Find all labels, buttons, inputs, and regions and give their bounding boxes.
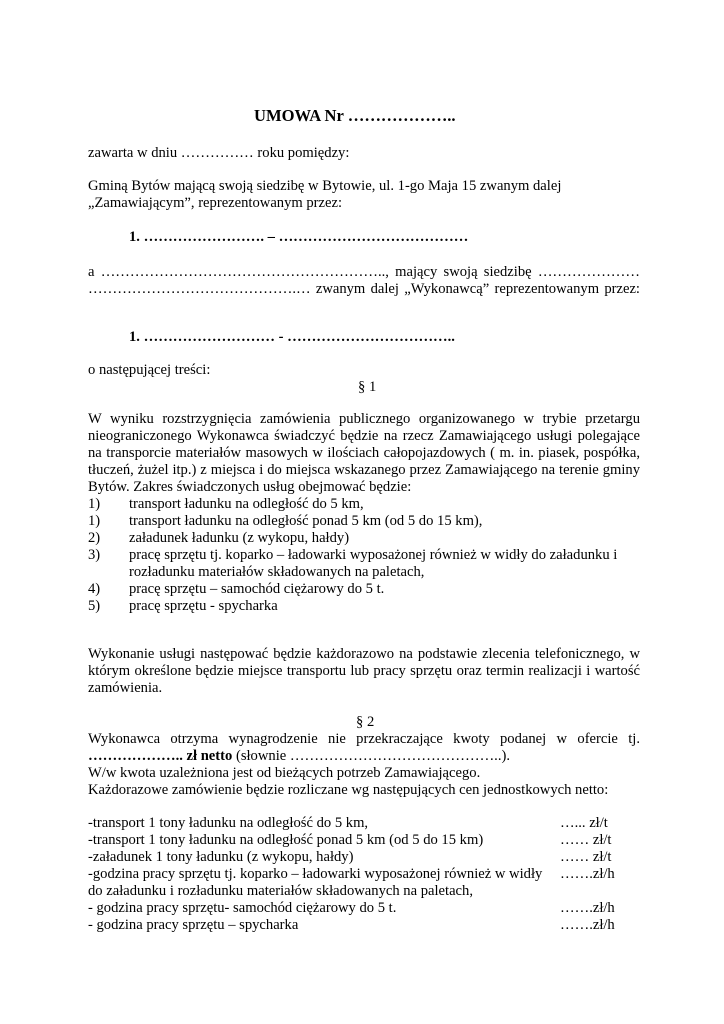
section-1-paragraph-line: Bytów. Zakres świadczonych usług obejmować będzie:	[88, 479, 412, 495]
list-item-text: pracę sprzętu tj. koparko – ładowarki wyposażonej również w widły do załadunku i	[129, 547, 618, 563]
price-item-unit: …… zł/t	[560, 849, 612, 865]
net-amount: ……………….. zł netto	[88, 748, 233, 764]
list-item-number: 1)	[88, 496, 101, 512]
price-item-unit: …... zł/t	[560, 815, 608, 831]
intro-party1-line: Gminą Bytów mającą swoją siedzibę w Bytowie, ul. 1-go Maja 15 zwanym dalej	[88, 178, 562, 194]
price-item-unit: …….zł/h	[560, 900, 615, 916]
price-item-label: -godzina pracy sprzętu tj. koparko – ładowarki wyposażonej również w widły	[88, 866, 543, 882]
intro-content-line: o następującej treści:	[88, 362, 211, 378]
representative-2: 1. ……………………… - ……………………………..	[129, 329, 455, 345]
amount-in-words: (słownie ……………………………………..).	[232, 748, 510, 764]
list-item-number: 3)	[88, 547, 101, 563]
list-item-number: 1)	[88, 513, 101, 529]
section-1-paragraph-2-line: zamówienia.	[88, 680, 163, 696]
section-1-paragraph-line: tłuczeń, żużel itp.) z miejsca i do miejsca wskazanego przez Zamawiającego na terenie gminy	[88, 462, 640, 478]
representative-1: 1. ……………………. – …………………………………	[129, 229, 469, 245]
list-item-text: transport ładunku na odległość ponad 5 km (od 5 do 15 km),	[129, 513, 483, 529]
section-2-amount-line	[88, 748, 510, 765]
price-item-unit: …….zł/h	[560, 866, 615, 882]
price-item-label-continued: do załadunku i rozładunku materiałów składowanych na paletach,	[88, 883, 473, 899]
intro-party1-role: „Zamawiającym”, reprezentowanym przez:	[88, 195, 343, 211]
price-item-label: - godzina pracy sprzętu – spycharka	[88, 917, 299, 933]
section-1-paragraph-2-line: którym określone będzie miejsce transportu lub pracy sprzętu oraz termin realizacji i wartość	[88, 663, 640, 679]
intro-party2-line: a ………………………………………………….., mający swoją siedzibę …………………	[88, 264, 640, 280]
section-1-paragraph-line: W wyniku rozstrzygnięcia zamówienia publicznego organizowanego w trybie przetargu	[88, 411, 640, 427]
list-item-number: 2)	[88, 530, 101, 546]
section-2-price-intro: Każdorazowe zamówienie będzie rozliczane wg następujących cen jednostkowych netto:	[88, 782, 609, 798]
price-item-label: -załadunek 1 tony ładunku (z wykopu, hałdy)	[88, 849, 354, 865]
price-item-unit: …… zł/t	[560, 832, 612, 848]
document-title: UMOWA Nr ………………..	[254, 106, 456, 125]
list-item-text: pracę sprzętu - spycharka	[129, 598, 278, 614]
section-2-payment-line: Wykonawca otrzyma wynagrodzenie nie przekraczające kwoty podanej w ofercie tj.	[88, 731, 640, 747]
price-item-label: - godzina pracy sprzętu- samochód ciężarowy do 5 t.	[88, 900, 397, 916]
section-1-heading: § 1	[358, 379, 377, 395]
price-item-unit: …….zł/h	[560, 917, 615, 933]
list-item-text: pracę sprzętu – samochód ciężarowy do 5 t.	[129, 581, 385, 597]
section-1-paragraph-line: nieograniczonego Wykonawca świadczyć będzie na rzecz Zamawiającego usługi polegające	[88, 428, 640, 444]
section-2-heading: § 2	[356, 714, 375, 730]
price-item-label: -transport 1 tony ładunku na odległość ponad 5 km (od 5 do 15 km)	[88, 832, 484, 848]
list-item-number: 5)	[88, 598, 101, 614]
section-1-paragraph-2-line: Wykonanie usługi następować będzie każdorazowo na podstawie zlecenia telefonicznego, w	[88, 646, 640, 662]
section-1-paragraph-line: na transporcie materiałów masowych w ilościach całopojazdowych ( m. in. piasek, pospółka,	[88, 445, 640, 461]
price-item-label: -transport 1 tony ładunku na odległość do 5 km,	[88, 815, 369, 831]
list-item-text: załadunek ładunku (z wykopu, hałdy)	[129, 530, 350, 546]
list-item-text: transport ładunku na odległość do 5 km,	[129, 496, 364, 512]
intro-party2-role: …………………………………….… zwanym dalej „Wykonawcą” reprezentowanym przez:	[88, 281, 640, 297]
list-item-text-continued: rozładunku materiałów składowanych na paletach,	[129, 564, 425, 580]
intro-date-line: zawarta w dniu …………… roku pomiędzy:	[88, 145, 350, 161]
list-item-number: 4)	[88, 581, 101, 597]
section-2-amount-note: W/w kwota uzależniona jest od bieżących potrzeb Zamawiającego.	[88, 765, 481, 781]
